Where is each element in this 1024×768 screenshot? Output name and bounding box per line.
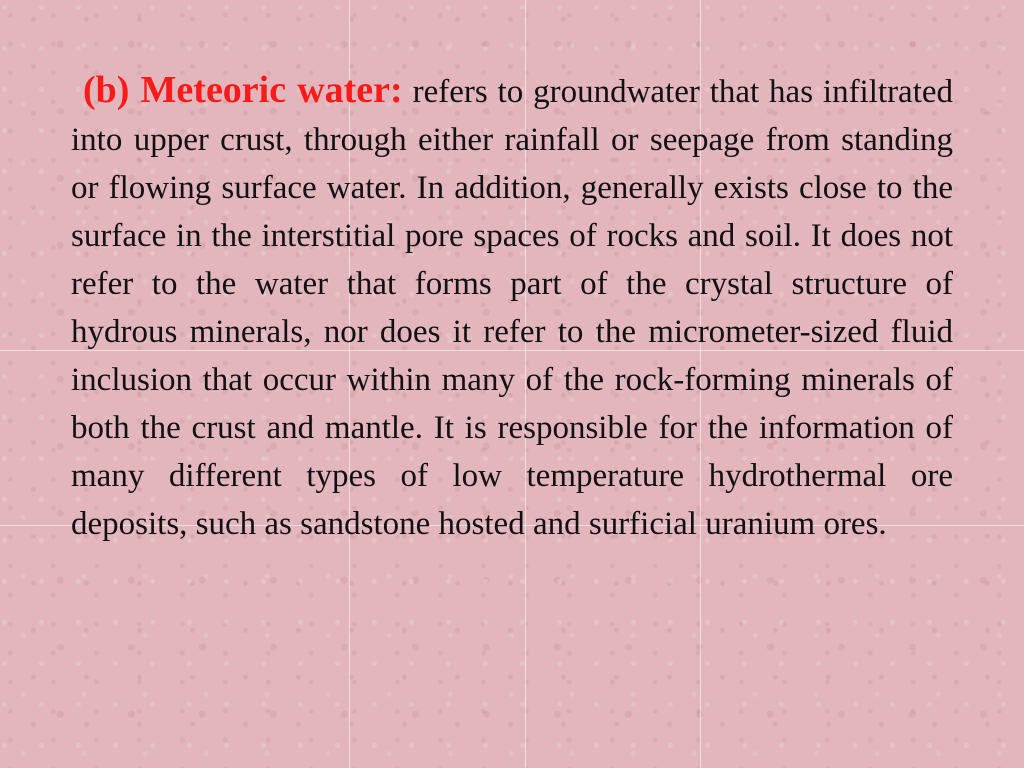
term-heading: (b) Meteoric water: — [83, 69, 403, 111]
definition-text: refers to groundwater that has infiltrated into upper crust, through either rainfall or seepage from standing or flowing surface water. In addition, generally exists close to the surface in the interstitial pore spaces of rocks and soil. It does not refer to the water that forms part of the crystal structure of hydrous minerals, nor does it refer to the micrometer-sized fluid inclusion that occur within many of the rock-forming minerals of both the crust and mantle. It is responsible for the information of many different types of low temperature hydrothermal ore deposits, such as sandstone hosted and surficial uranium ores. — [71, 74, 954, 542]
slide-paragraph — [71, 66, 953, 548]
